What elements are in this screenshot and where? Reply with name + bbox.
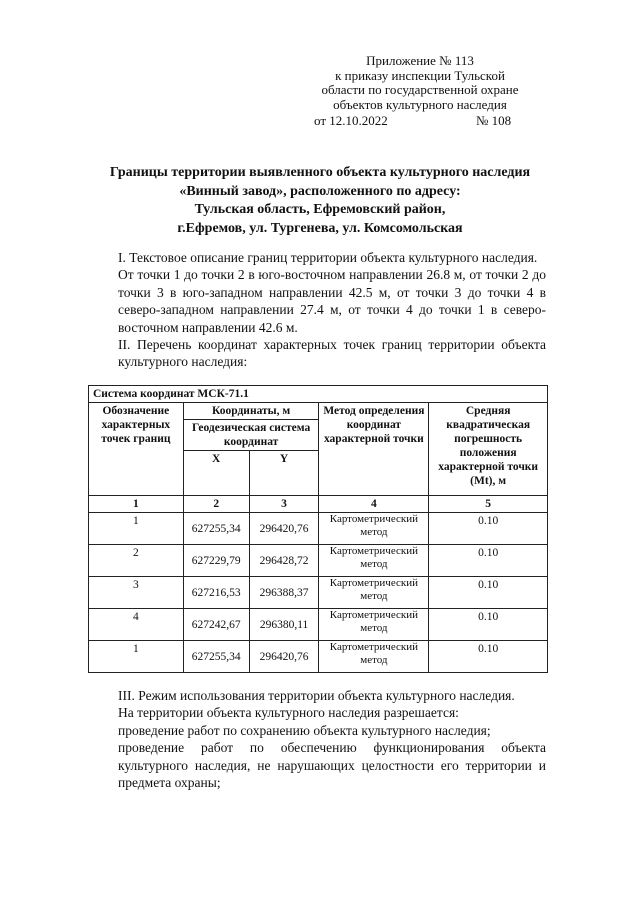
point-label: 1 (89, 513, 184, 545)
x-value: 627216,53 (183, 577, 249, 609)
header-y: Y (249, 451, 319, 496)
method-value: Картометрический метод (319, 641, 429, 673)
title-line: г.Ефремов, ул. Тургенева, ул. Комсомольская (177, 220, 463, 236)
y-value: 296420,76 (249, 641, 319, 673)
header-method: Метод определения координат характерной точки (319, 403, 429, 496)
appendix-header (290, 54, 550, 112)
appendix-line: Приложение № 113 (366, 53, 474, 68)
table-row (89, 609, 548, 641)
order-date: от 12.10.2022 (314, 113, 388, 128)
column-number: 5 (429, 496, 548, 513)
y-value: 296428,72 (249, 545, 319, 577)
error-value: 0.10 (429, 577, 548, 609)
section-1 (88, 249, 546, 371)
error-value: 0.10 (429, 545, 548, 577)
y-value: 296380,11 (249, 609, 319, 641)
section-3-item: проведение работ по обеспечению функционирования объекта культурного наследия, не нарушающих целостности его территории и предмета охраны; (118, 740, 546, 791)
x-value: 627255,34 (183, 513, 249, 545)
point-label: 2 (89, 545, 184, 577)
table-row (89, 545, 548, 577)
header-error: Средняя квадратическая погрешность положения характерной точки (Mt), м (429, 403, 548, 496)
method-value: Картометрический метод (319, 577, 429, 609)
section-2-heading: II. Перечень координат характерных точек границ территории объекта культурного наследия: (118, 337, 546, 370)
column-number: 2 (183, 496, 249, 513)
section-3-allowed: На территории объекта культурного наследия разрешается: (118, 705, 459, 721)
title-line: «Винный завод», расположенного по адресу: (179, 183, 461, 199)
section-3 (88, 687, 546, 791)
title-line: Границы территории выявленного объекта культурного наследия (109, 165, 531, 180)
header-geodetic: Геодезическая система координат (183, 420, 319, 451)
header-coordinates: Координаты, м (183, 403, 319, 420)
appendix-line: объектов культурного наследия (333, 96, 507, 112)
point-label: 1 (89, 641, 184, 673)
section-1-heading: I. Текстовое описание границ территории объекта культурного наследия. (118, 250, 538, 265)
appendix-line: к приказу инспекции Тульской (335, 67, 505, 83)
y-value: 296388,37 (249, 577, 319, 609)
method-value: Картометрический метод (319, 513, 429, 545)
error-value: 0.10 (429, 641, 548, 673)
table-row (89, 641, 548, 673)
order-number: № 108 (476, 113, 512, 128)
appendix-line: области по государственной охране (321, 82, 519, 97)
x-value: 627242,67 (183, 609, 249, 641)
point-label: 4 (89, 609, 184, 641)
section-3-item: проведение работ по сохранению объекта культурного наследия; (118, 722, 491, 738)
section-3-heading: III. Режим использования территории объекта культурного наследия. (118, 688, 515, 703)
point-label: 3 (89, 577, 184, 609)
header-x: X (183, 451, 249, 496)
x-value: 627255,34 (183, 641, 249, 673)
order-date-number (314, 113, 512, 129)
error-value: 0.10 (429, 609, 548, 641)
error-value: 0.10 (429, 513, 548, 545)
coordinate-system: Система координат МСК-71.1 (89, 386, 548, 403)
column-number: 4 (319, 496, 429, 513)
document-title (60, 164, 580, 238)
column-number: 1 (89, 496, 184, 513)
y-value: 296420,76 (249, 513, 319, 545)
table-row (89, 513, 548, 545)
column-number: 3 (249, 496, 319, 513)
table-row (89, 577, 548, 609)
method-value: Картометрический метод (319, 609, 429, 641)
title-line: Тульская область, Ефремовский район, (194, 202, 446, 217)
header-designation: Обозначение характерных точек границ (89, 403, 184, 496)
method-value: Картометрический метод (319, 545, 429, 577)
section-1-body: От точки 1 до точки 2 в юго-восточном направлении 26.8 м, от точки 2 до точки 3 в юго-западном направлении 42.5 м, от точки 3 до точки 4 в северо-западном направлении 27.4 м, от точки 4 до точки 1 в северо-восточном направлении 42.6 м. (118, 267, 546, 335)
x-value: 627229,79 (183, 545, 249, 577)
coordinates-table (88, 385, 548, 673)
